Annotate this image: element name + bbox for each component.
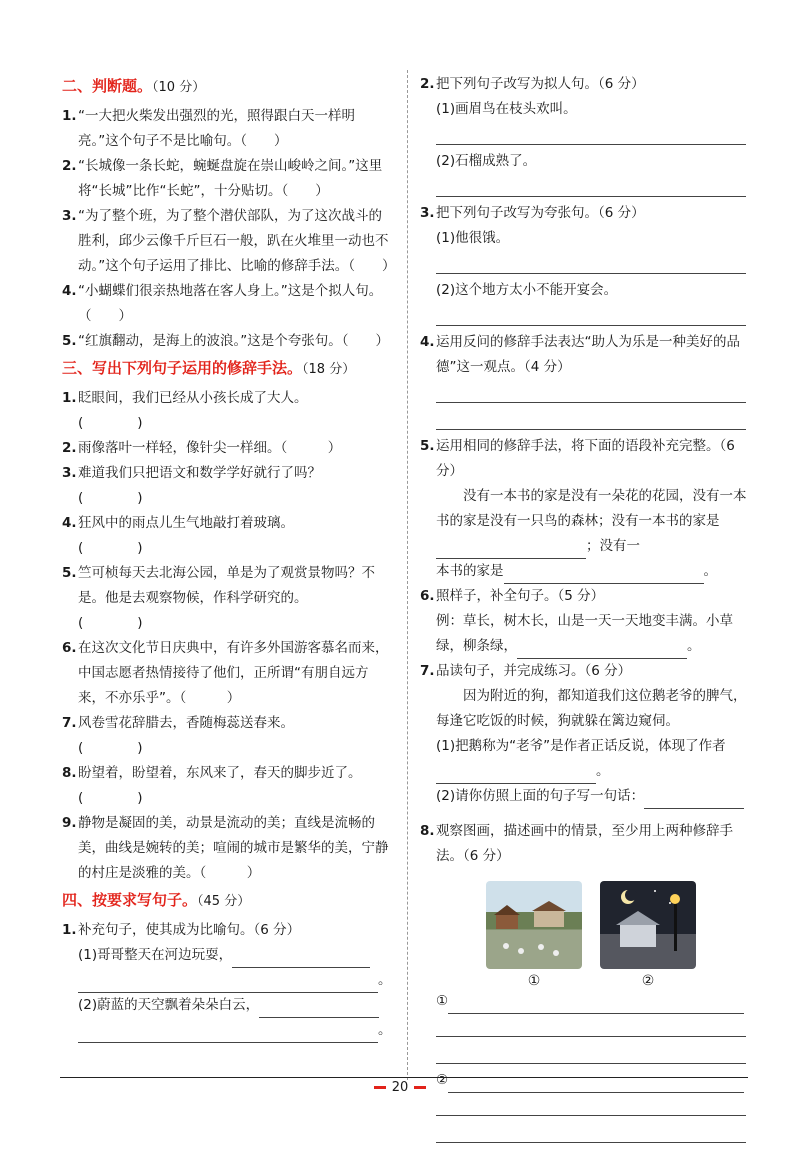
village-scene-illustration — [486, 881, 582, 969]
question: 2. 雨像落叶一样轻，像针尖一样细。（ ） — [62, 440, 342, 456]
question: 3. “为了整个班，为了整个潜伏部队，为了这次战斗的胜利，邱少云像千斤巨石一般，趴在火堆里一动也不动。”这个句子运用了排比、比喻的修辞手法。（ ） — [62, 208, 396, 274]
question: 4. 运用反问的修辞手法表达“助人为乐是一种美好的品德”这一观点。（4 分） — [420, 334, 740, 375]
example-text: 例：草长，树木长，山是一天一天地变丰满。小草绿，柳条绿， 。 — [420, 609, 750, 659]
answer-paren[interactable]: ( ) — [78, 540, 143, 556]
sub-question: (1)画眉鸟在枝头欢叫。 — [436, 101, 577, 117]
answer-paren[interactable]: ( ) — [78, 790, 143, 806]
question: 4. 狂风中的雨点儿生气地敲打着玻璃。 ( ) — [62, 511, 392, 561]
column-divider — [407, 70, 408, 1080]
picture-row — [486, 881, 750, 969]
question: 1. 补充句子，使其成为比喻句。（6 分） — [62, 922, 301, 938]
sub-question: (1)他很饿。 — [436, 230, 510, 246]
answer-line[interactable] — [232, 949, 370, 968]
question: 9. 静物是凝固的美，动景是流动的美；直线是流畅的美，曲线是婉转的美；喧闹的城市是繁华的美，宁静的村庄是淡雅的美。（ ） — [62, 815, 389, 881]
answer-line[interactable] — [517, 640, 687, 659]
answer-line[interactable] — [644, 790, 744, 809]
question: 2. “长城像一条长蛇，蜿蜒盘旋在崇山峻岭之间。”这里将“长城”比作“长蛇”，十分贴切。（ ） — [62, 158, 383, 199]
answer-line[interactable] — [436, 540, 586, 559]
question: 1. “一大把火柴发出强烈的光，照得跟白天一样明亮。”这个句子不是比喻句。（ ） — [62, 108, 355, 149]
night-street-picture — [600, 881, 696, 969]
question: 2. 把下列句子改写为拟人句。（6 分） — [420, 76, 645, 92]
question: 3. 把下列句子改写为夸张句。（6 分） — [420, 205, 645, 221]
answer-line[interactable] — [436, 1120, 746, 1143]
answer-paren[interactable]: ( ) — [78, 415, 143, 431]
question: 4. “小蝴蝶们很亲热地落在客人身上。”这是个拟人句。（ ） — [62, 283, 383, 324]
question: 6. 在这次文化节日庆典中，有许多外国游客慕名而来，中国志愿者热情接待了他们，正所谓“有朋自远方来，不亦乐乎”。（ ） — [62, 640, 389, 706]
right-column — [420, 72, 750, 1147]
question: 3. 难道我们只把语文和数学学好就行了吗？ ( ) — [62, 461, 392, 511]
sub-question: (1)把鹅称为“老爷”是作者正话反说，体现了作者。 — [420, 734, 750, 784]
question: 5. 竺可桢每天去北海公园，单是为了观赏景物吗？不是。他是去观察物候，作科学研究的。 ( ) — [62, 561, 392, 636]
left-column — [62, 72, 396, 1043]
answer-paren[interactable]: ( ) — [78, 490, 143, 506]
answer-line[interactable] — [436, 251, 746, 274]
answer-row-1: ① — [420, 989, 750, 1014]
village-farm-picture — [486, 881, 582, 969]
question: 5. “红旗翻动，是海上的波浪。”这是个夸张句。（ ） — [62, 333, 389, 349]
answer-line[interactable] — [436, 380, 746, 403]
question: 6. 照样子，补全句子。（5 分） — [420, 588, 605, 604]
answer-paren[interactable]: ( ) — [78, 615, 143, 631]
passage-text: 因为附近的狗，都知道我们这位鹅老爷的脾气，每逢它吃饭的时候，狗就躲在篱边窥伺。 — [436, 688, 747, 729]
answer-line[interactable] — [504, 565, 704, 584]
answer-line-row[interactable]: 。 — [62, 1018, 392, 1043]
sub-question: (1)哥哥整天在河边玩耍， — [62, 943, 392, 968]
answer-line[interactable] — [448, 995, 744, 1014]
paragraph-text: 没有一本书的家是没有一朵花的花园，没有一本书的家是没有一只鸟的森林；没有一本书的家是；没有一 — [420, 484, 750, 559]
picture-label-1: ① — [527, 973, 541, 989]
answer-line-row[interactable]: 。 — [62, 968, 392, 993]
answer-line[interactable] — [436, 1093, 746, 1116]
page-number: 20 — [0, 1080, 800, 1095]
sub-question: (2)石榴成熟了。 — [436, 153, 537, 169]
footer-rule — [60, 1077, 748, 1078]
answer-row-2: ② — [420, 1068, 750, 1093]
picture-labels — [486, 973, 750, 989]
question: 8. 观察图画，描述画中的情景，至少用上两种修辞手法。（6 分） — [420, 823, 733, 864]
answer-line[interactable] — [436, 765, 596, 784]
answer-paren[interactable]: ( ) — [78, 740, 143, 756]
sub-question: (2)这个地方太小不能开宴会。 — [436, 282, 618, 298]
paragraph-text: 本书的家是 。 — [420, 559, 750, 584]
question: 7. 风卷雪花辞腊去，香随梅蕊送春来。 ( ) — [62, 711, 392, 761]
sub-question: (2)请你仿照上面的句子写一句话： — [420, 784, 750, 809]
answer-line[interactable] — [436, 1014, 746, 1037]
picture-label-2: ② — [641, 973, 655, 989]
question: 5. 运用相同的修辞手法，将下面的语段补充完整。（6 分） — [420, 438, 735, 479]
section-title-writing: 四、按要求写句子。（45 分） — [62, 891, 251, 909]
answer-line[interactable] — [436, 1041, 746, 1064]
section-title-rhetoric: 三、写出下列句子运用的修辞手法。（18 分） — [62, 359, 356, 377]
answer-line[interactable] — [436, 174, 746, 197]
answer-line[interactable] — [259, 999, 379, 1018]
answer-line[interactable] — [436, 303, 746, 326]
question: 7. 品读句子，并完成练习。（6 分） — [420, 663, 632, 679]
question: 1. 眨眼间，我们已经从小孩长成了大人。 ( ) — [62, 386, 392, 436]
answer-line[interactable] — [436, 407, 746, 430]
question: 8. 盼望着，盼望着，东风来了，春天的脚步近了。 ( ) — [62, 761, 392, 811]
night-scene-illustration — [600, 881, 696, 969]
section-title-judgement: 二、判断题。（10 分） — [62, 77, 206, 95]
sub-question: (2)蔚蓝的天空飘着朵朵白云， — [62, 993, 392, 1018]
answer-line[interactable] — [436, 122, 746, 145]
